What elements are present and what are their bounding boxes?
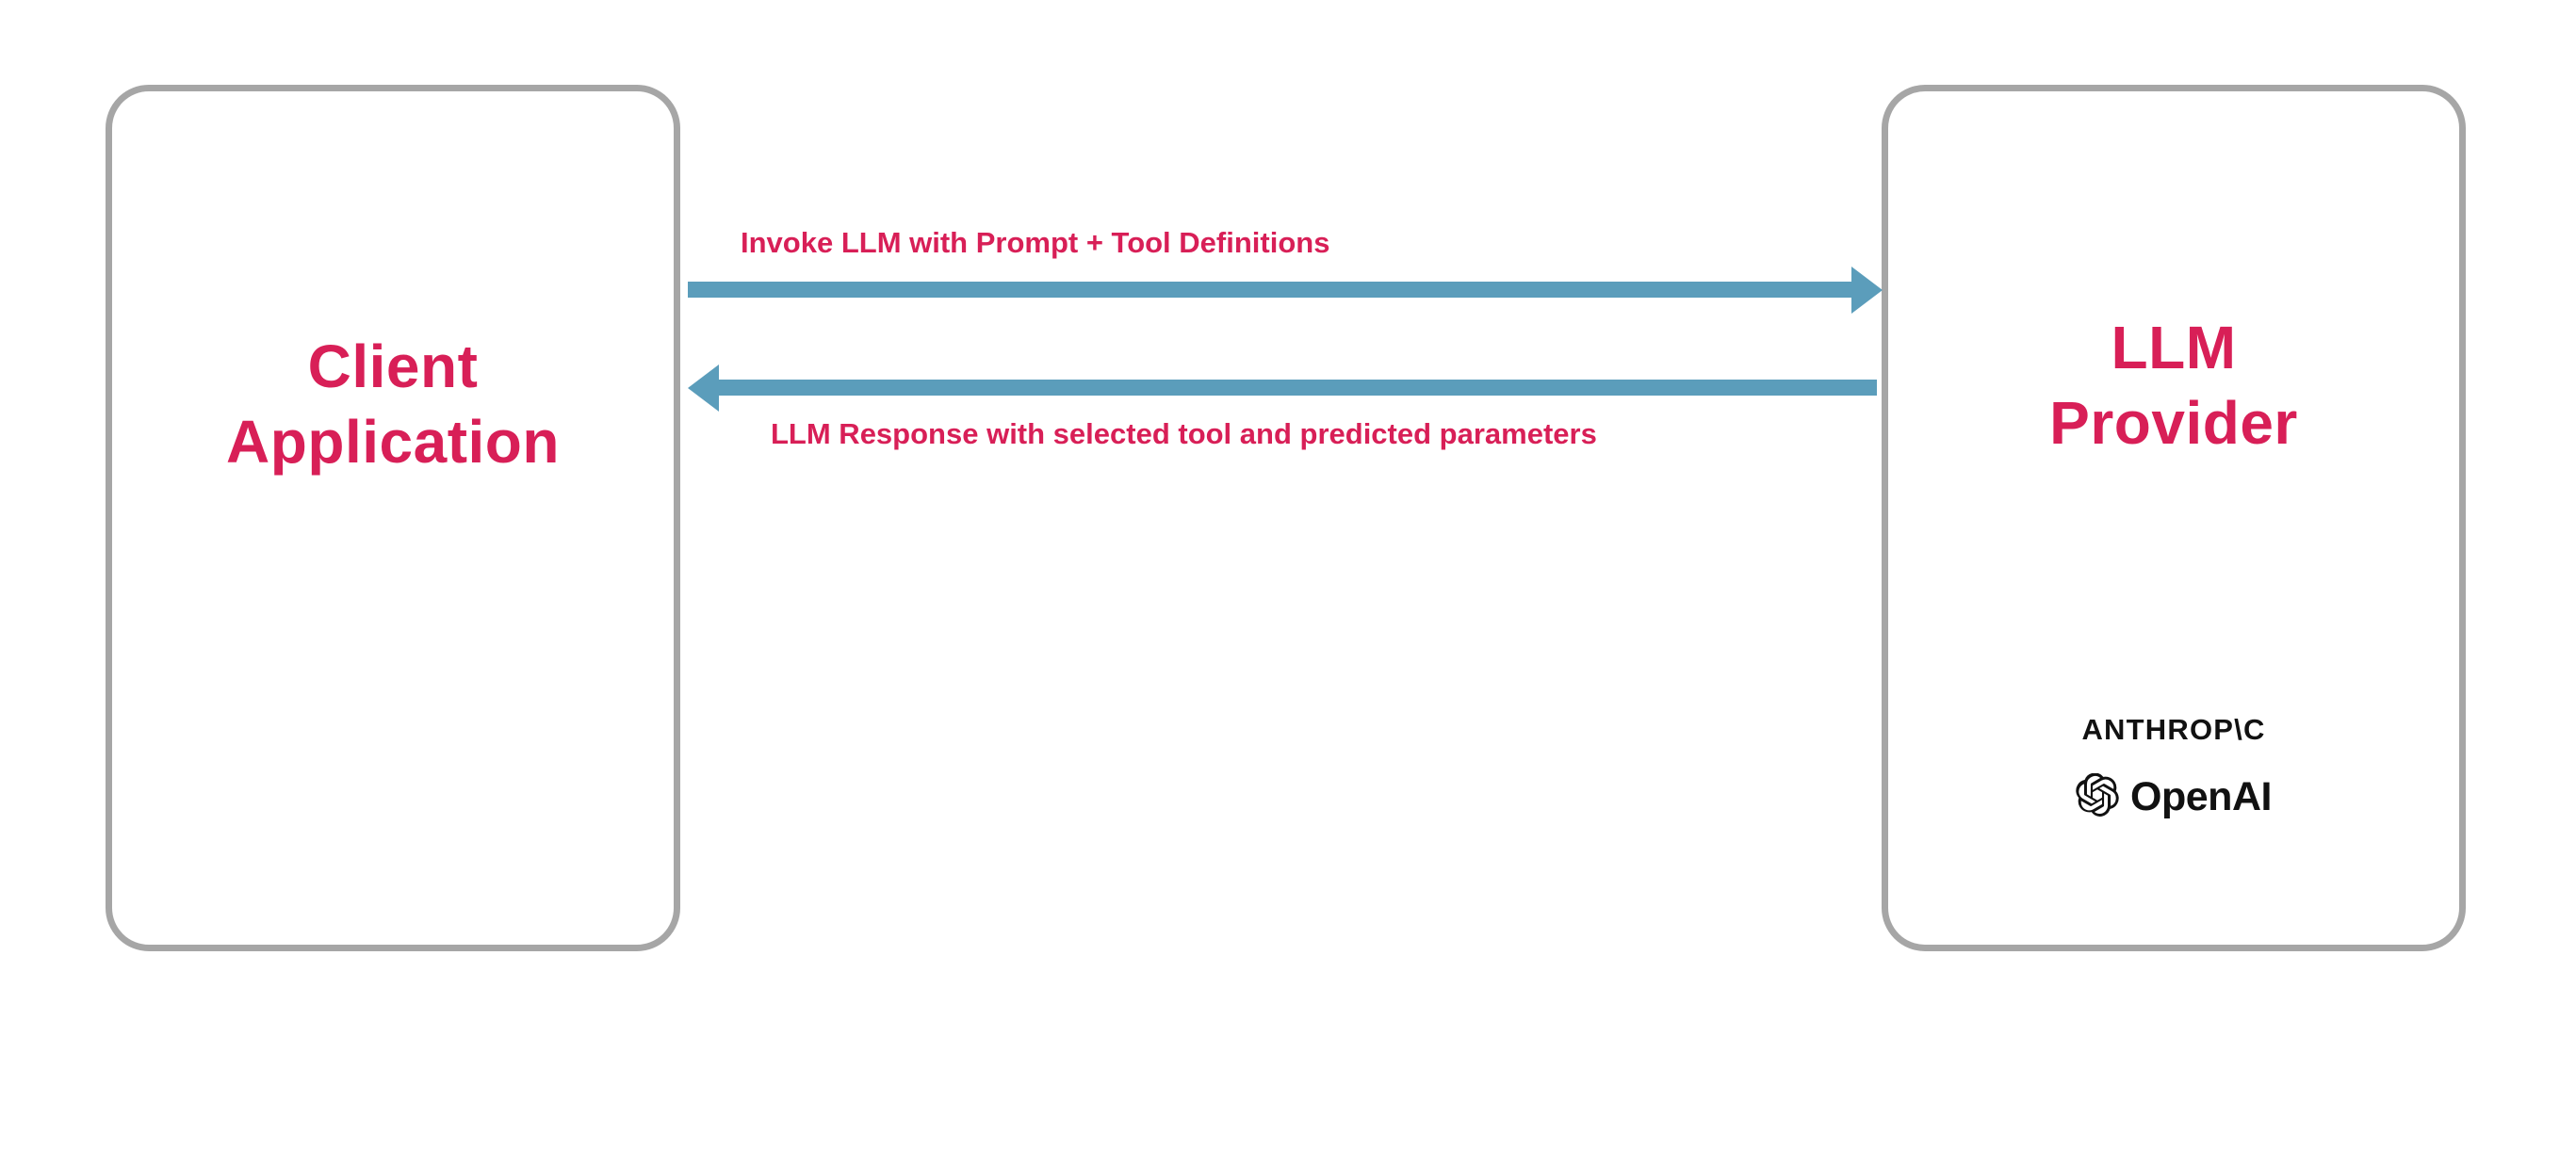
node-llm-provider-title	[2049, 310, 2298, 461]
openai-logo	[2076, 773, 2272, 821]
arrow-provider-to-client-line	[718, 380, 1877, 396]
provider-logos	[1888, 713, 2459, 821]
arrow-client-to-provider-line	[688, 282, 1856, 298]
openai-mark-icon	[2076, 773, 2119, 821]
node-client-application-title	[226, 329, 560, 479]
anthropic-logo: ANTHROP\C	[2081, 713, 2266, 746]
node-llm-provider-title-line2: Provider	[2049, 389, 2298, 457]
node-llm-provider	[1882, 85, 2466, 951]
node-client-application-title-line2: Application	[226, 408, 560, 476]
arrow-client-to-provider-head-icon	[1851, 267, 1883, 314]
node-client-application-title-line1: Client	[307, 332, 479, 400]
openai-wordmark: OpenAI	[2130, 774, 2272, 819]
arrow-provider-to-client-head-icon	[688, 364, 719, 412]
node-llm-provider-title-line1: LLM	[2111, 314, 2237, 381]
edge-label-invoke-llm: Invoke LLM with Prompt + Tool Definitions	[741, 226, 1330, 259]
node-client-application	[106, 85, 680, 951]
edge-label-llm-response: LLM Response with selected tool and predicted parameters	[771, 417, 1597, 450]
